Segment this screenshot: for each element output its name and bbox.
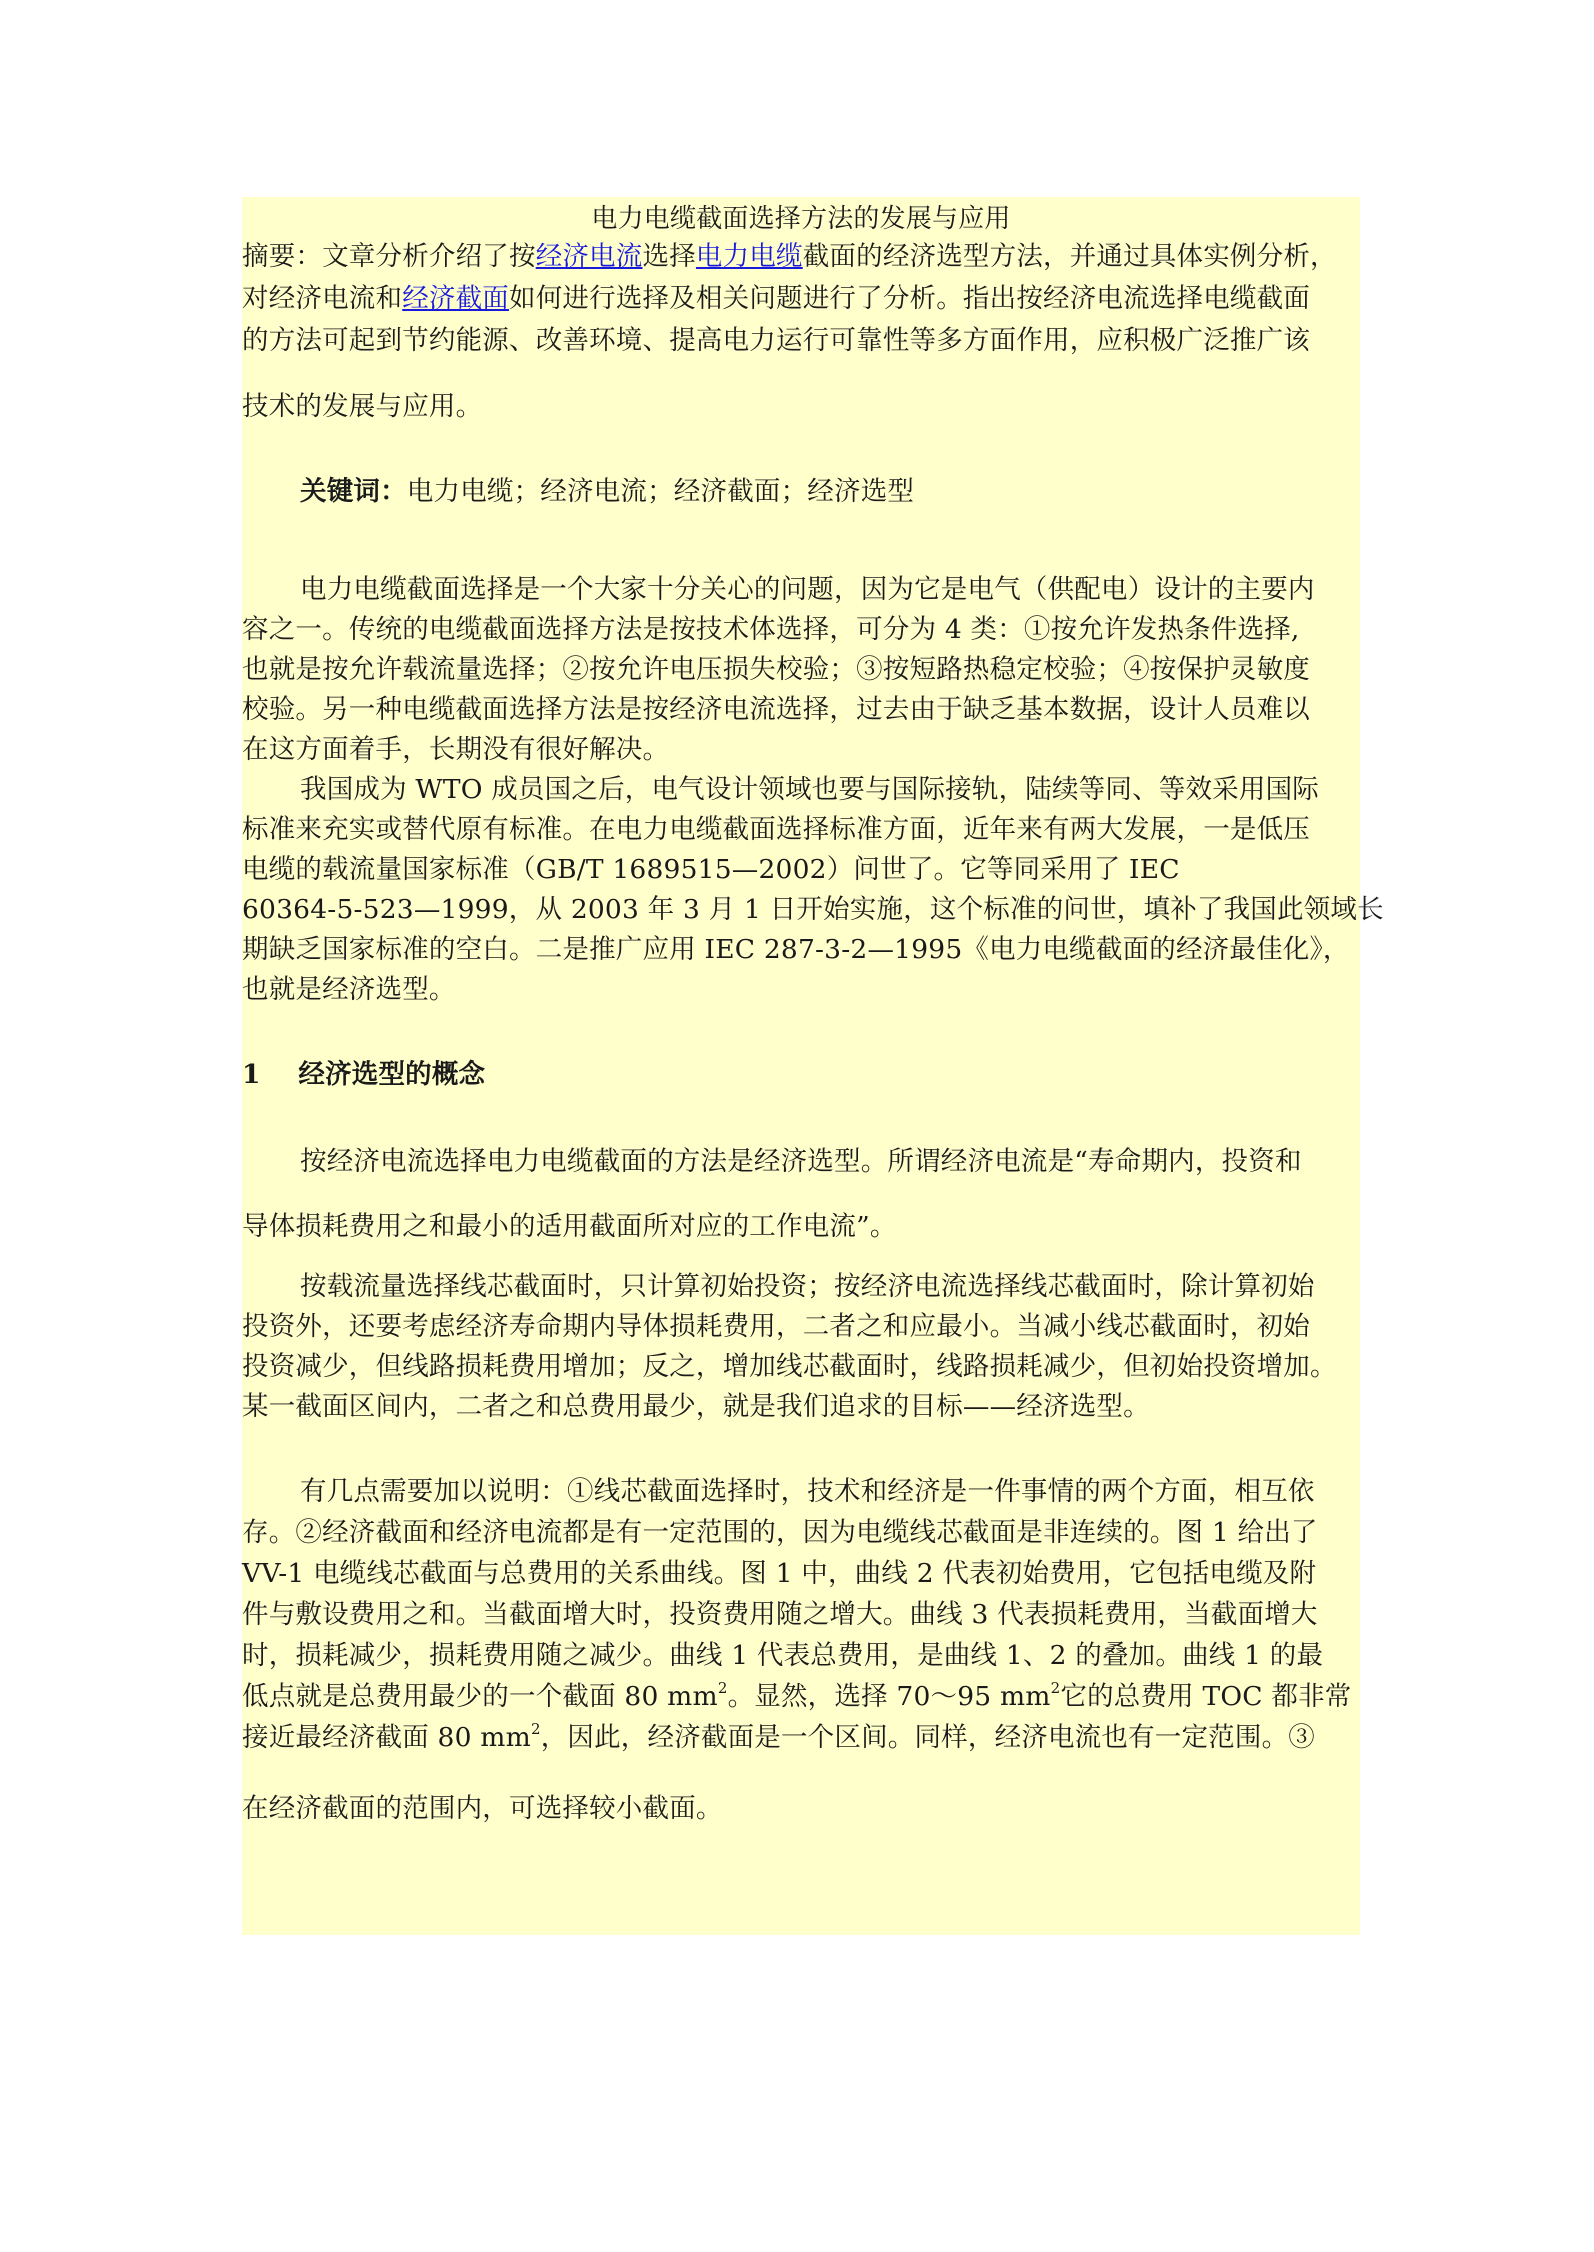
abstract-text: 摘要：文章分析介绍了按 [242, 241, 536, 272]
paragraph-line: 按载流量选择线芯截面时，只计算初始投资；按经济电流选择线芯截面时，除计算初始 [300, 1271, 1315, 1302]
abstract-text: 选择 [642, 241, 696, 272]
paragraph-line: 校验。另一种电缆截面选择方法是按经济电流选择，过去由于缺乏基本数据，设计人员难以 [242, 694, 1310, 725]
link-power-cable[interactable]: 电力电缆 [695, 241, 803, 272]
abstract-text: 对经济电流和 [242, 283, 403, 314]
paragraph-line: 按经济电流选择电力电缆截面的方法是经济选型。所谓经济电流是“寿命期内，投资和 [300, 1146, 1302, 1177]
paragraph-line: 在经济截面的范围内，可选择较小截面。 [242, 1793, 723, 1824]
paragraph-line: 也就是按允许载流量选择；②按允许电压损失校验；③按短路热稳定校验；④按保护灵敏度 [242, 654, 1310, 685]
text-run: ，因此，经济截面是一个区间。同样，经济电流也有一定范围。③ [540, 1722, 1315, 1753]
paragraph-line: 标准来充实或替代原有标准。在电力电缆截面选择标准方面，近年来有两大发展，一是低压 [242, 814, 1310, 845]
superscript: 2 [530, 1720, 541, 1739]
abstract-line-2 [242, 279, 1360, 319]
paragraph-line: VV-1 电缆线芯截面与总费用的关系曲线。图 1 中，曲线 2 代表初始费用，它包括电缆及附 [242, 1558, 1317, 1589]
text-run: 。显然，选择 70～95 mm [727, 1681, 1051, 1712]
paragraph-line: 某一截面区间内，二者之和总费用最少，就是我们追求的目标——经济选型。 [242, 1391, 1150, 1422]
paragraph-line: 也就是经济选型。 [242, 974, 456, 1005]
abstract-line-1 [242, 237, 1360, 277]
abstract-text: 如何进行选择及相关问题进行了分析。指出按经济电流选择电缆截面 [509, 283, 1311, 314]
paragraph-line: 电缆的载流量国家标准（GB/T 1689515—2002）问世了。它等同采用了 IEC [242, 854, 1180, 885]
link-economic-current[interactable]: 经济电流 [535, 241, 643, 272]
paragraph-line: 期缺乏国家标准的空白。二是推广应用 IEC 287-3-2—1995《电力电缆截面的经济最佳化》， [242, 934, 1350, 965]
superscript: 2 [1050, 1679, 1061, 1698]
keywords-line [242, 472, 1418, 512]
text-run: 它的总费用 TOC 都非常 [1060, 1681, 1352, 1712]
text-run: 接近最经济截面 80 mm [242, 1722, 531, 1753]
abstract-line-3: 的方法可起到节约能源、改善环境、提高电力运行可靠性等多方面作用，应积极广泛推广该 [242, 325, 1310, 356]
paragraph-line [242, 1677, 1360, 1717]
link-economic-section[interactable]: 经济截面 [402, 283, 510, 314]
document-page [242, 197, 1384, 1935]
keywords-label: 关键词： [300, 476, 407, 507]
abstract-text: 截面的经济选型方法，并通过具体实例分析， [802, 241, 1337, 272]
paragraph-line [242, 1718, 1360, 1758]
paragraph-line: 电力电缆截面选择是一个大家十分关心的问题，因为它是电气（供配电）设计的主要内 [300, 574, 1315, 605]
document-title: 电力电缆截面选择方法的发展与应用 [591, 204, 1011, 234]
paragraph-line: 在这方面着手，长期没有很好解决。 [242, 734, 670, 765]
superscript: 2 [717, 1679, 728, 1698]
paragraph-line: 投资减少，但线路损耗费用增加；反之，增加线芯截面时，线路损耗减少，但初始投资增加。 [242, 1351, 1337, 1382]
paragraph-line: 导体损耗费用之和最小的适用截面所对应的工作电流”。 [242, 1211, 897, 1242]
text-run: 低点就是总费用最少的一个截面 80 mm [242, 1681, 718, 1712]
paragraph-line: 投资外，还要考虑经济寿命期内导体损耗费用，二者之和应最小。当减小线芯截面时，初始 [242, 1311, 1310, 1342]
paragraph-line: 件与敷设费用之和。当截面增大时，投资费用随之增大。曲线 3 代表损耗费用，当截面增大 [242, 1599, 1318, 1630]
paragraph-line: 时，损耗减少，损耗费用随之减少。曲线 1 代表总费用，是曲线 1、2 的叠加。曲线 1 的最 [242, 1640, 1324, 1671]
section-heading: 1 经济选型的概念 [242, 1059, 486, 1090]
abstract-line-4: 技术的发展与应用。 [242, 391, 483, 422]
paragraph-line: 我国成为 WTO 成员国之后，电气设计领域也要与国际接轨，陆续等同、等效采用国际 [300, 774, 1319, 805]
paragraph-line: 容之一。传统的电缆截面选择方法是按技术体选择，可分为 4 类：①按允许发热条件选择, [242, 614, 1300, 645]
paragraph-line: 存。②经济截面和经济电流都是有一定范围的，因为电缆线芯截面是非连续的。图 1 给出了 [242, 1517, 1318, 1548]
paragraph-line: 60364-5-523—1999，从 2003 年 3 月 1 日开始实施，这个标准的问世，填补了我国此领域长 [242, 894, 1384, 925]
keywords-text: 电力电缆；经济电流；经济截面；经济选型 [406, 476, 915, 507]
paragraph-line: 有几点需要加以说明：①线芯截面选择时，技术和经济是一件事情的两个方面，相互依 [300, 1476, 1315, 1507]
